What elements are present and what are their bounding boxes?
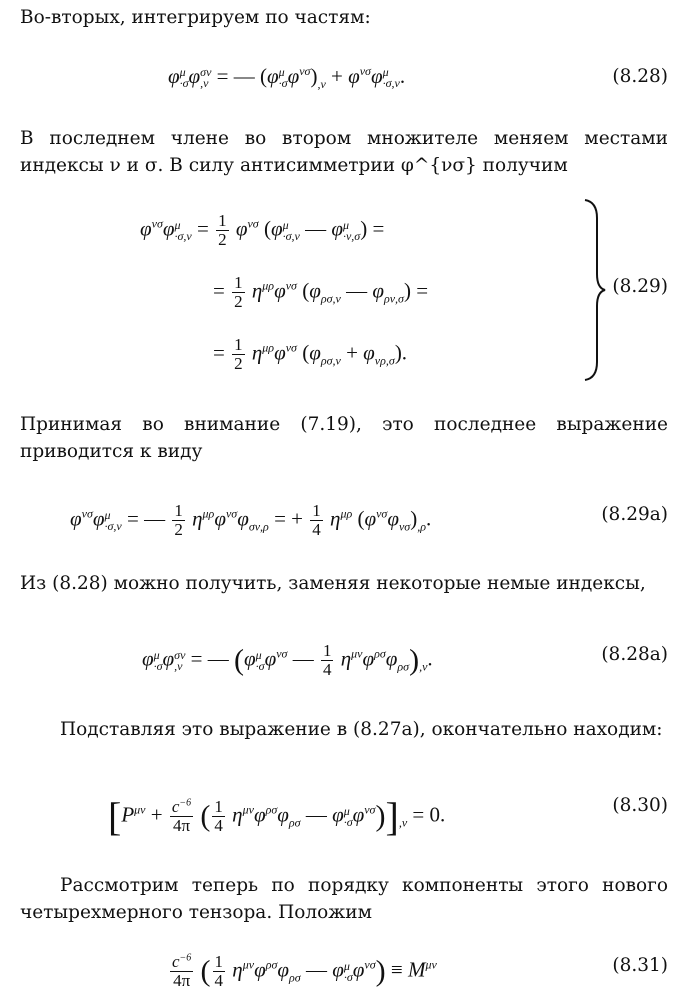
paragraph-consider: Рассмотрим теперь по порядку компоненты этого нового четырехмерного тензора. Положим: [20, 875, 668, 923]
equation-8-28a: [0, 636, 690, 679]
equation-8-28: [0, 58, 690, 98]
equation-number: (8.29a): [601, 504, 668, 525]
equation-number: (8.30): [612, 795, 668, 816]
equation-8-31: [0, 947, 690, 990]
equation-8-30-formula: [$P^{\mu\nu}$ + $\frac{c^{-6}}{4\pi}$ ( $\frac{1}{4}$ $\eta^{\mu\nu}\varphi^{\rho\sigma}\varphi_{\rho\sigma}$ — φ μ ·σ $\varphi^{\nu\sigma})]_{,\nu} = 0$.: [108, 794, 446, 839]
paragraph-substituting: Подставляя это выражение в (8.27a), окончательно находим:: [60, 719, 663, 740]
paragraph-from-8-28: Из (8.28) можно получить, заменяя некоторые немые индексы,: [20, 573, 646, 594]
equation-number: (8.28a): [601, 644, 668, 665]
equation-8-28a-formula: φ μ ·σ φ σν ,ν = — (φ μ ·σ $\varphi^{\nu\sigma}$ — $\frac{1}{4}$ $\eta^{\mu\nu}\varphi^{\rho\sigma}\varphi_{\rho\sigma})_{,\nu}$.: [142, 641, 433, 679]
paragraph-taking-account: Принимая во внимание (7.19), это последнее выражение приводится к виду: [20, 414, 668, 462]
equation-8-29a: [0, 496, 690, 539]
equation-8-29-line-1-formula: $\varphi^{\nu\sigma}\varphi$ μ ·σ,ν = $\frac{1}{2}$ $\varphi^{\nu\sigma}$ (φ μ ·σ,ν — φ μ ·ν,σ ) =: [140, 211, 385, 249]
equation-number: (8.31): [612, 955, 668, 976]
equation-8-30: [0, 787, 690, 839]
equation-number: (8.29): [612, 276, 668, 297]
equation-number: (8.28): [612, 66, 668, 87]
equation-8-31-formula: $\frac{c^{-6}}{4\pi}$ ( $\frac{1}{4}$ $\eta^{\mu\nu}\varphi^{\rho\sigma}\varphi_{\rho\sigma}$ — φ μ ·σ $\varphi^{\nu\sigma}) \equiv M^{\mu\nu}$: [172, 952, 437, 990]
paragraph-indices: В последнем члене во втором множителе меняем местами индексы ν и σ. В силу антисимметрии φ^{νσ} получим: [20, 128, 668, 176]
equation-8-29-line-2-formula: = $\frac{1}{2}$ $\eta^{\mu\rho}\varphi^{\nu\sigma}$ ($\varphi_{\rho\sigma,\nu}$ — $\varphi_{\rho\nu,\sigma}$) =: [213, 273, 429, 311]
equation-8-28-formula: φ μ ·σ φ σν ,ν = — (φ μ ·σ $\varphi^{\nu\sigma})_{,\nu} + \varphi^{\nu\sigma}\varphi$ μ ·σ,ν .: [168, 64, 406, 92]
right-brace: [583, 198, 607, 382]
equation-8-29a-formula: $\varphi^{\nu\sigma}\varphi$ μ ·σ,ν = — $\frac{1}{2}$ $\eta^{\mu\rho}\varphi^{\nu\sigma}\varphi_{\sigma\nu,\rho}$ = + $\frac{1}{4}$ $\eta^{\mu\rho}$ $(\varphi^{\nu\sigma}\varphi_{\nu\sigma})_{,\rho}$.: [70, 501, 432, 539]
equation-8-29-line-3-formula: = $\frac{1}{2}$ $\eta^{\mu\rho}\varphi^{\nu\sigma}$ $(\varphi_{\rho\sigma,\nu} + \varphi_{\nu\rho,\sigma})$.: [213, 335, 408, 373]
paragraph-intro: Во-вторых, интегрируем по частям:: [20, 7, 371, 28]
